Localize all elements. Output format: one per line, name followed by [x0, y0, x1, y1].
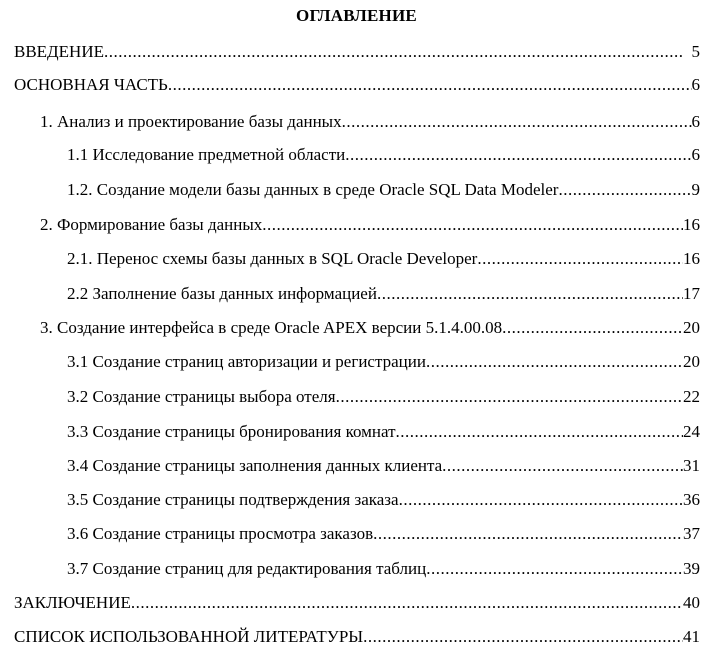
toc-title: ОГЛАВЛЕНИЕ — [296, 6, 417, 25]
toc-entry-page: 41 — [683, 627, 700, 646]
toc-entry-section-3-1[interactable] — [67, 350, 700, 374]
toc-leader-dots — [262, 213, 683, 237]
toc-leader-dots — [399, 488, 683, 512]
toc-entry-label: 3.2 Создание страницы выбора отеля — [67, 387, 336, 406]
toc-entry-page: 37 — [683, 524, 700, 543]
toc-entry-section-1-2[interactable] — [67, 178, 700, 202]
toc-entry-page: 5 — [691, 42, 700, 61]
toc-entry-section-2-2[interactable] — [67, 282, 700, 306]
toc-entry-label: 3.4 Создание страницы заполнения данных клиента — [67, 456, 443, 475]
toc-entry-section-3-2[interactable] — [67, 385, 700, 409]
toc-entry-label: СПИСОК ИСПОЛЬЗОВАННОЙ ЛИТЕРАТУРЫ — [14, 627, 364, 646]
toc-leader-dots — [373, 522, 683, 546]
toc-entry-label: ОСНОВНАЯ ЧАСТЬ — [14, 75, 168, 94]
toc-leader-dots — [396, 420, 683, 444]
toc-leader-dots — [558, 178, 691, 202]
toc-entry-page: 24 — [683, 422, 700, 441]
toc-entry-section-3-7[interactable] — [67, 557, 700, 581]
toc-entry-section-3[interactable] — [40, 316, 700, 340]
toc-entry-label: 3.3 Создание страницы бронирования комнат — [67, 422, 396, 441]
toc-entry-section-3-3[interactable] — [67, 420, 700, 444]
toc-entry-section-3-4[interactable] — [67, 454, 700, 478]
toc-entry-page: 36 — [683, 490, 700, 509]
toc-entry-label: 2.2 Заполнение базы данных информацией — [67, 284, 377, 303]
toc-leader-dots — [442, 454, 683, 478]
toc-entry-label: 1.2. Создание модели базы данных в среде Oracle SQL Data Modeler — [67, 180, 559, 199]
toc-entry-page: 6 — [691, 145, 700, 164]
toc-entry-page: 16 — [683, 215, 700, 234]
toc-entry-label: ВВЕДЕНИЕ — [14, 42, 104, 61]
toc-entry-main-part[interactable] — [14, 73, 700, 97]
toc-entry-page: 31 — [683, 456, 700, 475]
toc-entry-section-1-1[interactable] — [67, 143, 700, 167]
toc-entry-section-2[interactable] — [40, 213, 700, 237]
toc-entry-label: ЗАКЛЮЧЕНИЕ — [14, 593, 131, 612]
toc-entry-introduction[interactable] — [14, 40, 700, 64]
toc-leader-dots — [502, 316, 683, 340]
toc-entry-section-2-1[interactable] — [67, 247, 700, 271]
toc-entry-label: 1. Анализ и проектирование базы данных — [40, 112, 342, 131]
toc-entry-label: 3.7 Создание страниц для редактирования таблиц — [67, 559, 427, 578]
toc-leader-dots — [345, 143, 691, 167]
toc-entry-page: 6 — [691, 75, 700, 94]
toc-entry-label: 3.6 Создание страницы просмотра заказов — [67, 524, 374, 543]
toc-entry-page: 20 — [683, 318, 700, 337]
toc-entry-label: 3.1 Создание страниц авторизации и регистрации — [67, 352, 426, 371]
toc-entry-section-1[interactable] — [40, 110, 700, 134]
toc-entry-page: 20 — [683, 352, 700, 371]
toc-entry-page: 17 — [683, 284, 700, 303]
toc-entry-page: 39 — [683, 559, 700, 578]
toc-entry-label: 2. Формирование базы данных — [40, 215, 263, 234]
toc-entry-references[interactable] — [14, 625, 700, 649]
toc-entry-page: 9 — [691, 180, 700, 199]
toc-entry-label: 3.5 Создание страницы подтверждения заказа — [67, 490, 399, 509]
toc-leader-dots — [131, 591, 683, 615]
toc-leader-dots — [377, 282, 683, 306]
toc-entry-page: 40 — [683, 593, 700, 612]
toc-leader-dots — [104, 40, 684, 64]
toc-entry-page: 22 — [683, 387, 700, 406]
toc-entry-label: 3. Создание интерфейса в среде Oracle APEX версии 5.1.4.00.08 — [40, 318, 503, 337]
toc-leader-dots — [363, 625, 683, 649]
toc-leader-dots — [477, 247, 683, 271]
toc-entry-page: 16 — [683, 249, 700, 268]
toc-entry-section-3-5[interactable] — [67, 488, 700, 512]
toc-entry-page: 6 — [691, 112, 700, 131]
toc-entry-label: 1.1 Исследование предметной области — [67, 145, 346, 164]
toc-leader-dots — [426, 350, 683, 374]
toc-entry-conclusion[interactable] — [14, 591, 700, 615]
toc-leader-dots — [336, 385, 683, 409]
toc-leader-dots — [168, 73, 692, 97]
toc-leader-dots — [342, 110, 692, 134]
toc-entry-label: 2.1. Перенос схемы базы данных в SQL Oracle Developer — [67, 249, 478, 268]
toc-leader-dots — [426, 557, 683, 581]
toc-entry-section-3-6[interactable] — [67, 522, 700, 546]
